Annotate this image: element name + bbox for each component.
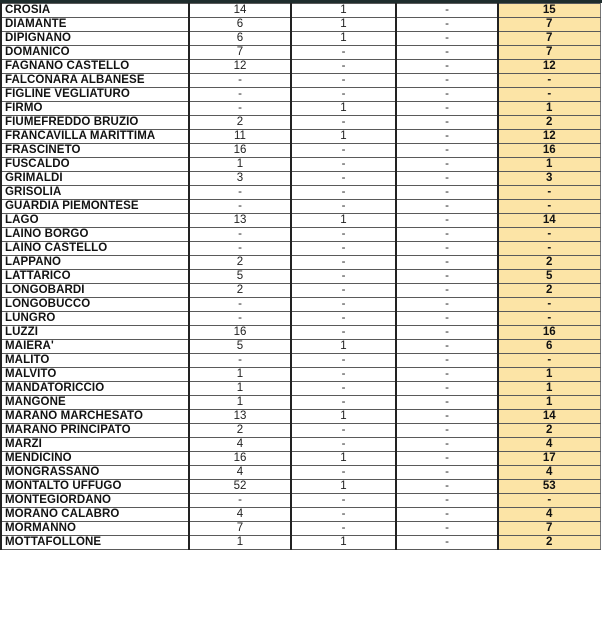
cell-col2: - <box>291 368 396 382</box>
cell-col1: 13 <box>189 214 291 228</box>
cell-col2: - <box>291 116 396 130</box>
cell-col2: - <box>291 494 396 508</box>
cell-comune: MANGONE <box>1 396 189 410</box>
cell-col3: - <box>396 312 498 326</box>
table-row <box>1 256 600 270</box>
cell-comune: LAGO <box>1 214 189 228</box>
cell-col2: 1 <box>291 536 396 550</box>
cell-col3: - <box>396 200 498 214</box>
cell-col2: 1 <box>291 452 396 466</box>
table-row <box>1 242 600 256</box>
cell-col2: - <box>291 466 396 480</box>
cell-col3: - <box>396 256 498 270</box>
cell-col3: - <box>396 466 498 480</box>
cell-col1: 12 <box>189 60 291 74</box>
cell-col1: 16 <box>189 144 291 158</box>
cell-col2: - <box>291 242 396 256</box>
cell-total: - <box>498 298 600 312</box>
cell-col3: - <box>396 158 498 172</box>
cell-comune: DOMANICO <box>1 46 189 60</box>
table-body <box>1 4 600 550</box>
cell-col3: - <box>396 214 498 228</box>
cell-total: - <box>498 494 600 508</box>
cell-col3: - <box>396 410 498 424</box>
cell-total: - <box>498 74 600 88</box>
cell-comune: MALITO <box>1 354 189 368</box>
cell-col2: 1 <box>291 102 396 116</box>
cell-col1: 1 <box>189 536 291 550</box>
cell-col2: - <box>291 74 396 88</box>
cell-col1: 4 <box>189 508 291 522</box>
cell-total: 1 <box>498 368 600 382</box>
cell-total: - <box>498 186 600 200</box>
cell-col2: 1 <box>291 410 396 424</box>
cell-col1: - <box>189 102 291 116</box>
cell-col3: - <box>396 522 498 536</box>
cell-col2: - <box>291 438 396 452</box>
cell-comune: MALVITO <box>1 368 189 382</box>
cell-col1: - <box>189 88 291 102</box>
cell-col3: - <box>396 270 498 284</box>
cell-comune: MAIERA' <box>1 340 189 354</box>
table-row <box>1 228 600 242</box>
cell-col1: 7 <box>189 522 291 536</box>
cell-col2: - <box>291 298 396 312</box>
table-row <box>1 102 600 116</box>
cell-col1: 7 <box>189 46 291 60</box>
table-row <box>1 130 600 144</box>
cell-col3: - <box>396 242 498 256</box>
cell-col3: - <box>396 284 498 298</box>
cell-comune: MONTEGIORDANO <box>1 494 189 508</box>
cell-col2: 1 <box>291 18 396 32</box>
cell-col2: - <box>291 228 396 242</box>
cell-comune: MARZI <box>1 438 189 452</box>
cell-col2: - <box>291 158 396 172</box>
cell-comune: LAPPANO <box>1 256 189 270</box>
table-row <box>1 452 600 466</box>
cell-comune: MONGRASSANO <box>1 466 189 480</box>
cell-col3: - <box>396 354 498 368</box>
cell-col2: - <box>291 396 396 410</box>
cell-col3: - <box>396 60 498 74</box>
table-row <box>1 116 600 130</box>
cell-col1: 3 <box>189 172 291 186</box>
cell-total: 14 <box>498 410 600 424</box>
cell-col3: - <box>396 298 498 312</box>
cell-col3: - <box>396 18 498 32</box>
cell-col2: 1 <box>291 340 396 354</box>
cell-col3: - <box>396 424 498 438</box>
cell-col3: - <box>396 74 498 88</box>
cell-col1: - <box>189 354 291 368</box>
cell-col1: 2 <box>189 284 291 298</box>
cell-col1: 6 <box>189 18 291 32</box>
cell-col1: 1 <box>189 158 291 172</box>
cell-col1: 5 <box>189 270 291 284</box>
cell-col2: - <box>291 312 396 326</box>
cell-col1: - <box>189 74 291 88</box>
cell-col2: - <box>291 144 396 158</box>
cell-comune: FIRMO <box>1 102 189 116</box>
table-row <box>1 172 600 186</box>
cell-col1: 16 <box>189 452 291 466</box>
cell-col2: 1 <box>291 130 396 144</box>
table-row <box>1 60 600 74</box>
cell-col2: - <box>291 326 396 340</box>
cell-col1: - <box>189 242 291 256</box>
cell-comune: GUARDIA PIEMONTESE <box>1 200 189 214</box>
table-row <box>1 326 600 340</box>
cell-col2: - <box>291 508 396 522</box>
cell-comune: DIAMANTE <box>1 18 189 32</box>
cell-col1: 1 <box>189 382 291 396</box>
cell-col1: 1 <box>189 368 291 382</box>
cell-col3: - <box>396 382 498 396</box>
cell-total: 1 <box>498 382 600 396</box>
cell-col3: - <box>396 130 498 144</box>
table-row <box>1 396 600 410</box>
cell-col2: - <box>291 256 396 270</box>
cell-comune: MONTALTO UFFUGO <box>1 480 189 494</box>
cell-col1: 4 <box>189 438 291 452</box>
cell-comune: LUNGRO <box>1 312 189 326</box>
cell-col2: - <box>291 60 396 74</box>
table-row <box>1 158 600 172</box>
table-row <box>1 88 600 102</box>
cell-comune: GRISOLIA <box>1 186 189 200</box>
cell-col2: - <box>291 270 396 284</box>
table-row <box>1 508 600 522</box>
cell-col2: 1 <box>291 4 396 18</box>
cell-total: 14 <box>498 214 600 228</box>
table-row <box>1 494 600 508</box>
cell-col2: - <box>291 354 396 368</box>
cell-comune: MARANO PRINCIPATO <box>1 424 189 438</box>
cell-total: 7 <box>498 522 600 536</box>
cell-total: 2 <box>498 424 600 438</box>
cell-col2: - <box>291 200 396 214</box>
cell-comune: LAINO CASTELLO <box>1 242 189 256</box>
cell-col2: - <box>291 88 396 102</box>
cell-col2: - <box>291 186 396 200</box>
cell-comune: FRASCINETO <box>1 144 189 158</box>
cell-comune: FIGLINE VEGLIATURO <box>1 88 189 102</box>
cell-total: - <box>498 242 600 256</box>
cell-total: 1 <box>498 396 600 410</box>
cell-total: 4 <box>498 438 600 452</box>
cell-col3: - <box>396 88 498 102</box>
cell-col3: - <box>396 228 498 242</box>
cell-total: - <box>498 228 600 242</box>
table-row <box>1 522 600 536</box>
cell-col3: - <box>396 172 498 186</box>
cell-col1: - <box>189 228 291 242</box>
cell-col2: - <box>291 172 396 186</box>
table-row <box>1 144 600 158</box>
cell-comune: FALCONARA ALBANESE <box>1 74 189 88</box>
cell-comune: FUSCALDO <box>1 158 189 172</box>
cell-col3: - <box>396 536 498 550</box>
cell-comune: LAINO BORGO <box>1 228 189 242</box>
table-row <box>1 410 600 424</box>
cell-col2: - <box>291 284 396 298</box>
cell-total: - <box>498 312 600 326</box>
table-row <box>1 214 600 228</box>
cell-col1: - <box>189 312 291 326</box>
cell-comune: LONGOBARDI <box>1 284 189 298</box>
data-table <box>0 3 601 550</box>
cell-total: 53 <box>498 480 600 494</box>
cell-col3: - <box>396 4 498 18</box>
cell-comune: MANDATORICCIO <box>1 382 189 396</box>
table-row <box>1 186 600 200</box>
cell-col1: 2 <box>189 116 291 130</box>
table-row <box>1 18 600 32</box>
cell-col3: - <box>396 508 498 522</box>
cell-col3: - <box>396 396 498 410</box>
table-row <box>1 270 600 284</box>
cell-col3: - <box>396 144 498 158</box>
cell-total: 2 <box>498 256 600 270</box>
cell-comune: CROSIA <box>1 4 189 18</box>
cell-col1: 1 <box>189 396 291 410</box>
cell-total: 16 <box>498 326 600 340</box>
cell-col1: - <box>189 200 291 214</box>
cell-col2: 1 <box>291 214 396 228</box>
cell-comune: LUZZI <box>1 326 189 340</box>
cell-comune: LATTARICO <box>1 270 189 284</box>
cell-col2: - <box>291 382 396 396</box>
cell-total: 5 <box>498 270 600 284</box>
cell-total: - <box>498 200 600 214</box>
cell-comune: MORANO CALABRO <box>1 508 189 522</box>
table-row <box>1 32 600 46</box>
table-row <box>1 424 600 438</box>
cell-comune: LONGOBUCCO <box>1 298 189 312</box>
cell-col1: 16 <box>189 326 291 340</box>
cell-comune: MARANO MARCHESATO <box>1 410 189 424</box>
cell-col3: - <box>396 452 498 466</box>
cell-comune: FAGNANO CASTELLO <box>1 60 189 74</box>
cell-total: 2 <box>498 116 600 130</box>
cell-col2: - <box>291 424 396 438</box>
cell-total: 12 <box>498 130 600 144</box>
cell-total: 4 <box>498 508 600 522</box>
cell-col1: - <box>189 186 291 200</box>
cell-comune: FIUMEFREDDO BRUZIO <box>1 116 189 130</box>
cell-col1: 13 <box>189 410 291 424</box>
table-row <box>1 536 600 550</box>
cell-comune: MORMANNO <box>1 522 189 536</box>
cell-total: 1 <box>498 158 600 172</box>
cell-total: 7 <box>498 46 600 60</box>
cell-col3: - <box>396 186 498 200</box>
cell-col1: 11 <box>189 130 291 144</box>
cell-col3: - <box>396 102 498 116</box>
cell-total: 15 <box>498 4 600 18</box>
cell-col2: - <box>291 46 396 60</box>
cell-col3: - <box>396 116 498 130</box>
cell-total: 17 <box>498 452 600 466</box>
cell-total: 2 <box>498 284 600 298</box>
cell-comune: MENDICINO <box>1 452 189 466</box>
cell-comune: FRANCAVILLA MARITTIMA <box>1 130 189 144</box>
cell-total: 7 <box>498 32 600 46</box>
cell-total: 1 <box>498 102 600 116</box>
table-row <box>1 382 600 396</box>
cell-total: 12 <box>498 60 600 74</box>
table-row <box>1 466 600 480</box>
table-row <box>1 298 600 312</box>
cell-col1: 4 <box>189 466 291 480</box>
cell-col1: 14 <box>189 4 291 18</box>
cell-col1: 2 <box>189 256 291 270</box>
cell-col3: - <box>396 46 498 60</box>
cell-total: 7 <box>498 18 600 32</box>
cell-col1: 6 <box>189 32 291 46</box>
cell-col3: - <box>396 438 498 452</box>
cell-total: 6 <box>498 340 600 354</box>
table-row <box>1 284 600 298</box>
table-row <box>1 368 600 382</box>
cell-total: - <box>498 354 600 368</box>
cell-total: - <box>498 88 600 102</box>
cell-col1: 2 <box>189 424 291 438</box>
cell-col1: 52 <box>189 480 291 494</box>
cell-col1: - <box>189 298 291 312</box>
cell-col3: - <box>396 340 498 354</box>
cell-comune: DIPIGNANO <box>1 32 189 46</box>
cell-col2: 1 <box>291 32 396 46</box>
table-row <box>1 354 600 368</box>
cell-total: 3 <box>498 172 600 186</box>
cell-col3: - <box>396 326 498 340</box>
table-row <box>1 340 600 354</box>
cell-total: 2 <box>498 536 600 550</box>
table-row <box>1 438 600 452</box>
cell-col1: - <box>189 494 291 508</box>
cell-col2: - <box>291 522 396 536</box>
cell-col3: - <box>396 494 498 508</box>
table-row <box>1 312 600 326</box>
table-row <box>1 46 600 60</box>
cell-col3: - <box>396 480 498 494</box>
table-row <box>1 74 600 88</box>
cell-col1: 5 <box>189 340 291 354</box>
cell-comune: GRIMALDI <box>1 172 189 186</box>
cell-col3: - <box>396 32 498 46</box>
table-row <box>1 200 600 214</box>
cell-total: 4 <box>498 466 600 480</box>
cell-comune: MOTTAFOLLONE <box>1 536 189 550</box>
cell-total: 16 <box>498 144 600 158</box>
cell-col3: - <box>396 368 498 382</box>
cell-col2: 1 <box>291 480 396 494</box>
table-row <box>1 480 600 494</box>
table-row <box>1 4 600 18</box>
